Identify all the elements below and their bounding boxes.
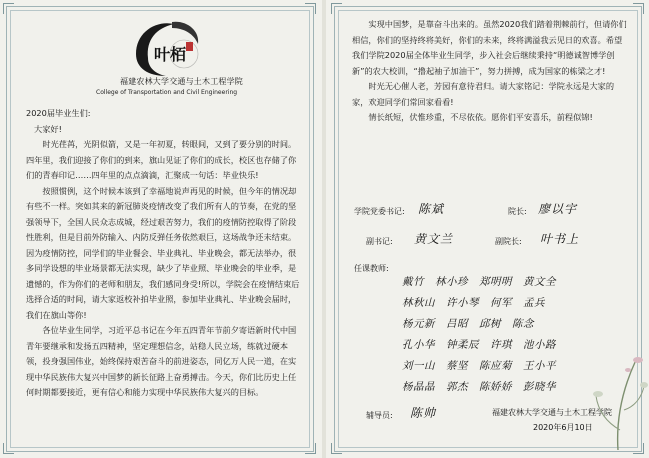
dean-signature: 廖以宇 (538, 202, 578, 216)
teachers-label: 任课教师: (354, 264, 389, 273)
corner-ornament (3, 443, 14, 454)
signature-line: 孔小华 钟柔辰 许琪 池小路 (402, 339, 556, 351)
corner-ornament (331, 443, 342, 454)
signature-line: 林秋山 许小琴 何军 孟兵 (402, 297, 545, 309)
counselor-label: 辅导员: (366, 411, 393, 420)
counselor-signature: 陈帅 (410, 406, 437, 420)
deputy-secretary-signature: 黄文兰 (414, 232, 454, 246)
college-name-en: College of Transportation and Civil Engineering (96, 89, 238, 96)
footer-date: 2020年6月10日 (533, 423, 593, 432)
left-page (0, 0, 322, 458)
college-logo (126, 14, 206, 82)
corner-ornament (3, 3, 14, 14)
vice-dean-signature: 叶书上 (540, 232, 580, 246)
signature-line: 杨元新 吕昭 邱树 陈念 (402, 318, 534, 330)
signature-line: 刘一山 蔡坚 陈应菊 王小平 (402, 360, 556, 372)
greeting: 大家好! (34, 123, 62, 134)
letter-body-left (26, 106, 304, 401)
paragraph-1: 时光荏苒，光阴似箭，又是一年初夏，转眼间，又到了要分别的时间。四年里，我们迎接了你们的到来，旗山见证了你们的成长，校区也存储了你们的青春印记……四年里的点点滴滴，汇聚成一句话：毕业快乐! (26, 139, 297, 180)
dean-label: 院长: (508, 207, 527, 216)
paragraph-5: 时光无心催人老，芳园有意待君归。请大家铭记：学院永远是大家的家，欢迎同学们常回家看看! (352, 81, 615, 107)
corner-ornament (331, 3, 342, 14)
paragraph-3: 各位毕业生同学，习近平总书记在今年五四青年节前夕寄语新时代中国青年要继承和发扬五四精神，坚定理想信念，站稳人民立场，练就过硬本领，投身强国伟业，始终保持艰苦奋斗的前进姿态，同亿万人民一道，在实现中华民族伟大复兴中国梦的新长征路上奋勇搏击。今天，你们比历史上任何时期都要接近，更有信心和能力实现中华民族伟大复兴的目标。 (26, 325, 297, 397)
corner-ornament (305, 443, 316, 454)
signature-line: 杨晶晶 郭杰 陈娇娇 彭晓华 (402, 381, 556, 393)
deputy-secretary-label: 副书记: (366, 237, 393, 246)
letter-body-right (352, 17, 628, 126)
paragraph-4: 实现中国梦，是靠奋斗出来的。虽然2020我们踏着荆棘前行，但请你们相信，你们的坚持终将美好，你们的未来，终将满溢我云见日的欢喜。希望我们学院2020届全体毕业生同学，步入社会后继续秉持“明德诚智博学创新”的农大校训，“撸起袖子加油干”，努力拼搏，成为国家的栋梁之才! (352, 19, 627, 76)
corner-ornament (305, 3, 316, 14)
footer-org: 福建农林大学交通与土木工程学院 (492, 408, 612, 417)
salutation: 2020届毕业生们: (26, 108, 91, 118)
secretary-label: 学院党委书记: (354, 207, 405, 216)
logo-emblem-text: 叶栢 (154, 45, 187, 64)
secretary-signature: 陈斌 (418, 202, 445, 216)
paragraph-6: 情长纸短，伏惟珍重，不尽依依。愿你们平安喜乐，前程似锦! (368, 112, 593, 122)
paragraph-2: 按照惯例，这个时候本该到了幸福地说声再见的时候，但今年的情况却有些不一样。突如其来的新冠肺炎疫情改变了我们所有人的节奏，在党的坚强领导下，全国人民众志成城，经过艰苦努力，我们的疫情防控取得了阶段性胜利，但是目前外防输入、内防反弹任务依然艰巨，这场战争还未结束。因为疫情防控，同学们的毕业餐会、毕业典礼、毕业晚会，都无法举办，很多同学设想的毕业场景都无法实现，缺少了毕业照、毕业晚会的毕业季，是遗憾的，作为你们的老师和朋友，我们感同身受!所以，学院会在疫情结束后选择合适的时间，请大家返校补拍毕业照，参加毕业典礼、毕业晚会届时，我们在旗山等你! (26, 185, 300, 320)
corner-ornament (633, 3, 644, 14)
vice-dean-label: 副院长: (495, 237, 522, 246)
plant-decoration (578, 330, 648, 450)
college-name-cn: 福建农林大学交通与土木工程学院 (120, 77, 243, 86)
signature-line: 戴竹 林小珍 郑明明 黄文全 (402, 276, 556, 288)
